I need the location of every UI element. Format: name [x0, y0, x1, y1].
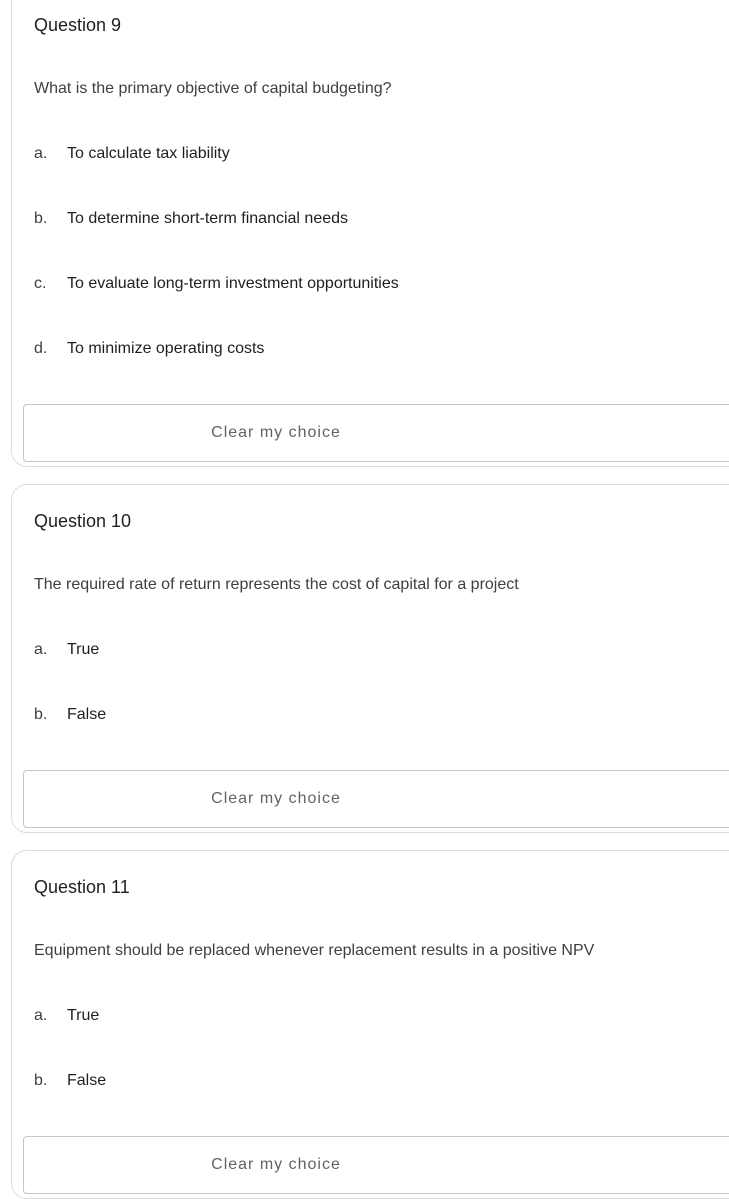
option-letter: b.	[34, 706, 48, 723]
option-letter: a.	[34, 145, 48, 162]
option-letter: a.	[34, 641, 48, 658]
option-label: False	[67, 1072, 107, 1089]
question-text: Equipment should be replaced whenever replacement results in a positive NPV	[34, 942, 595, 959]
option-letter: d.	[34, 340, 48, 357]
option-label: False	[67, 706, 107, 723]
clear-choice-button[interactable]: Clear my choice	[23, 1136, 729, 1194]
option-label: To calculate tax liability	[67, 145, 230, 162]
option-label: To evaluate long-term investment opportunities	[67, 275, 399, 292]
question-title: Question 10	[34, 511, 132, 531]
question-title: Question 9	[34, 15, 122, 35]
option-letter: b.	[34, 1072, 48, 1089]
option-label: To minimize operating costs	[67, 340, 265, 357]
option-label: To determine short-term financial needs	[67, 210, 349, 227]
clear-choice-button[interactable]: Clear my choice	[23, 404, 729, 462]
option-letter: b.	[34, 210, 48, 227]
option-label: True	[67, 1007, 100, 1024]
clear-choice-button[interactable]: Clear my choice	[23, 770, 729, 828]
question-text: The required rate of return represents the cost of capital for a project	[34, 576, 519, 593]
question-title: Question 11	[34, 877, 130, 897]
option-letter: a.	[34, 1007, 48, 1024]
question-text: What is the primary objective of capital budgeting?	[34, 80, 392, 97]
question-card	[11, 850, 729, 1199]
question-card	[11, 0, 729, 467]
option-label: True	[67, 641, 100, 658]
option-letter: c.	[34, 275, 47, 292]
question-card	[11, 484, 729, 833]
